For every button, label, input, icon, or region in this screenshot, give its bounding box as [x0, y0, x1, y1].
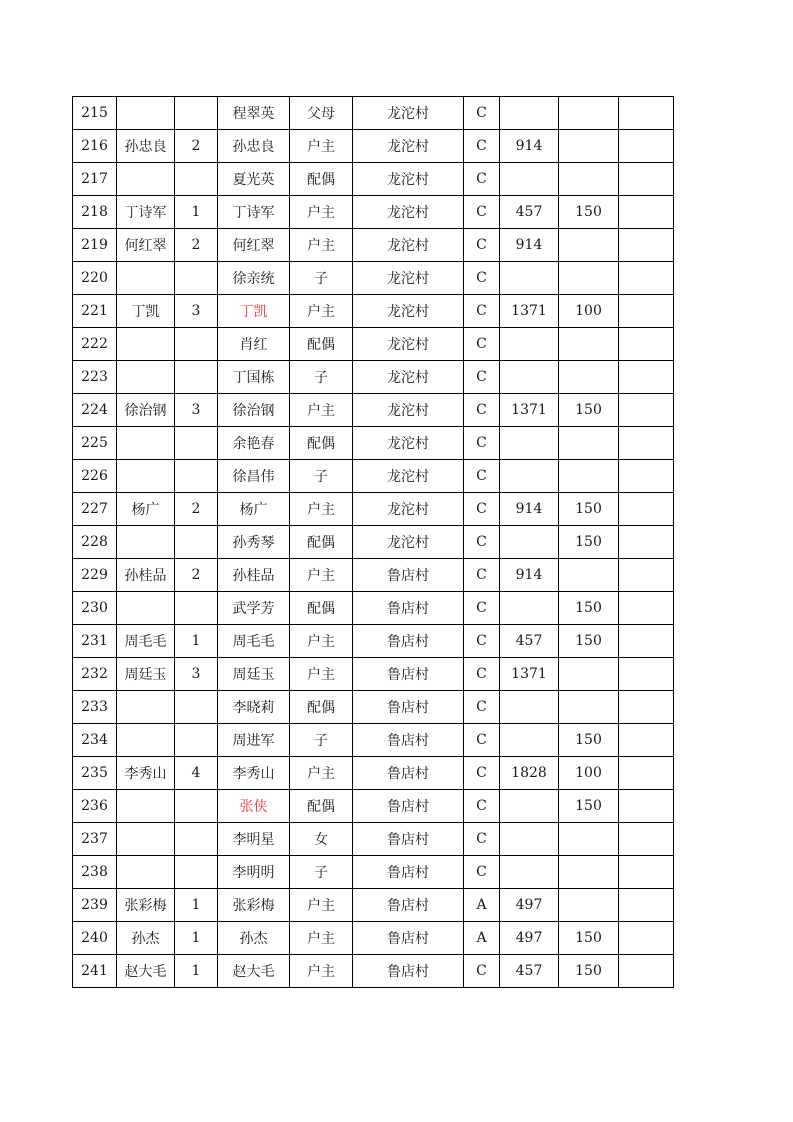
household-head-cell: 李秀山	[117, 757, 175, 790]
row-number-cell: 232	[73, 658, 117, 691]
household-head-cell	[117, 262, 175, 295]
amount-cell: 457	[500, 625, 559, 658]
table-body	[73, 97, 674, 988]
village-cell: 龙沱村	[353, 427, 464, 460]
table-row	[73, 460, 674, 493]
household-head-cell	[117, 328, 175, 361]
table-row	[73, 691, 674, 724]
relation-cell: 户主	[290, 625, 353, 658]
household-size-cell	[175, 856, 218, 889]
member-name-cell: 何红翠	[218, 229, 290, 262]
extra-cell	[619, 163, 674, 196]
household-head-cell	[117, 163, 175, 196]
member-name-cell: 武学芳	[218, 592, 290, 625]
village-cell: 鲁店村	[353, 922, 464, 955]
member-name-cell: 李晓莉	[218, 691, 290, 724]
table-row	[73, 493, 674, 526]
subsidy-cell	[559, 97, 619, 130]
extra-cell	[619, 493, 674, 526]
village-cell: 龙沱村	[353, 361, 464, 394]
member-name-cell: 杨广	[218, 493, 290, 526]
member-name-cell: 徐治钢	[218, 394, 290, 427]
relation-cell: 户主	[290, 955, 353, 988]
household-size-cell	[175, 328, 218, 361]
village-cell: 鲁店村	[353, 559, 464, 592]
subsidy-cell	[559, 163, 619, 196]
relation-cell: 子	[290, 856, 353, 889]
subsidy-cell	[559, 262, 619, 295]
table-row	[73, 361, 674, 394]
grade-cell: C	[464, 658, 500, 691]
grade-cell: C	[464, 625, 500, 658]
subsidy-cell	[559, 691, 619, 724]
village-cell: 鲁店村	[353, 592, 464, 625]
member-name-cell: 徐亲统	[218, 262, 290, 295]
household-size-cell	[175, 790, 218, 823]
household-size-cell: 2	[175, 493, 218, 526]
household-size-cell	[175, 97, 218, 130]
village-cell: 龙沱村	[353, 196, 464, 229]
row-number-cell: 235	[73, 757, 117, 790]
subsidy-cell	[559, 460, 619, 493]
extra-cell	[619, 889, 674, 922]
member-name-cell: 孙秀琴	[218, 526, 290, 559]
row-number-cell: 216	[73, 130, 117, 163]
grade-cell: C	[464, 493, 500, 526]
household-size-cell: 2	[175, 229, 218, 262]
table-row	[73, 922, 674, 955]
village-cell: 龙沱村	[353, 394, 464, 427]
household-head-cell	[117, 460, 175, 493]
member-name-cell: 孙桂品	[218, 559, 290, 592]
row-number-cell: 240	[73, 922, 117, 955]
grade-cell: C	[464, 790, 500, 823]
row-number-cell: 227	[73, 493, 117, 526]
row-number-cell: 220	[73, 262, 117, 295]
table-row	[73, 955, 674, 988]
row-number-cell: 219	[73, 229, 117, 262]
village-cell: 龙沱村	[353, 130, 464, 163]
extra-cell	[619, 196, 674, 229]
extra-cell	[619, 130, 674, 163]
amount-cell	[500, 361, 559, 394]
subsidy-cell: 150	[559, 394, 619, 427]
member-name-cell: 徐昌伟	[218, 460, 290, 493]
extra-cell	[619, 97, 674, 130]
household-head-cell	[117, 427, 175, 460]
grade-cell: C	[464, 130, 500, 163]
row-number-cell: 224	[73, 394, 117, 427]
relation-cell: 子	[290, 460, 353, 493]
household-size-cell	[175, 691, 218, 724]
household-head-cell	[117, 856, 175, 889]
relation-cell: 子	[290, 361, 353, 394]
amount-cell	[500, 724, 559, 757]
relation-cell: 户主	[290, 394, 353, 427]
subsidy-cell: 150	[559, 493, 619, 526]
extra-cell	[619, 922, 674, 955]
grade-cell: C	[464, 196, 500, 229]
table-row	[73, 889, 674, 922]
table-row	[73, 658, 674, 691]
household-head-cell: 丁诗军	[117, 196, 175, 229]
amount-cell: 914	[500, 229, 559, 262]
subsidy-cell: 100	[559, 295, 619, 328]
relation-cell: 户主	[290, 559, 353, 592]
table-row	[73, 97, 674, 130]
row-number-cell: 238	[73, 856, 117, 889]
household-size-cell	[175, 460, 218, 493]
row-number-cell: 223	[73, 361, 117, 394]
extra-cell	[619, 625, 674, 658]
relation-cell: 户主	[290, 922, 353, 955]
household-size-cell: 3	[175, 295, 218, 328]
household-size-cell: 1	[175, 889, 218, 922]
relation-cell: 户主	[290, 757, 353, 790]
household-size-cell	[175, 724, 218, 757]
village-cell: 鲁店村	[353, 757, 464, 790]
village-cell: 龙沱村	[353, 262, 464, 295]
extra-cell	[619, 229, 674, 262]
relation-cell: 户主	[290, 196, 353, 229]
village-cell: 鲁店村	[353, 823, 464, 856]
data-table	[72, 96, 674, 988]
member-name-cell: 夏光英	[218, 163, 290, 196]
row-number-cell: 215	[73, 97, 117, 130]
relation-cell: 户主	[290, 130, 353, 163]
row-number-cell: 225	[73, 427, 117, 460]
household-size-cell	[175, 823, 218, 856]
table-row	[73, 328, 674, 361]
subsidy-cell: 150	[559, 922, 619, 955]
household-head-cell: 周廷玉	[117, 658, 175, 691]
extra-cell	[619, 526, 674, 559]
household-head-cell	[117, 691, 175, 724]
village-cell: 龙沱村	[353, 163, 464, 196]
amount-cell: 457	[500, 955, 559, 988]
amount-cell: 914	[500, 130, 559, 163]
village-cell: 鲁店村	[353, 889, 464, 922]
amount-cell: 497	[500, 922, 559, 955]
household-size-cell: 3	[175, 658, 218, 691]
table-row	[73, 724, 674, 757]
row-number-cell: 221	[73, 295, 117, 328]
village-cell: 鲁店村	[353, 856, 464, 889]
household-head-cell: 赵大毛	[117, 955, 175, 988]
relation-cell: 子	[290, 724, 353, 757]
subsidy-cell: 150	[559, 955, 619, 988]
village-cell: 鲁店村	[353, 691, 464, 724]
grade-cell: C	[464, 97, 500, 130]
grade-cell: C	[464, 394, 500, 427]
household-head-cell	[117, 361, 175, 394]
grade-cell: C	[464, 823, 500, 856]
village-cell: 龙沱村	[353, 97, 464, 130]
row-number-cell: 233	[73, 691, 117, 724]
amount-cell: 914	[500, 559, 559, 592]
household-head-cell: 孙忠良	[117, 130, 175, 163]
household-size-cell	[175, 163, 218, 196]
grade-cell: C	[464, 262, 500, 295]
member-name-cell: 张彩梅	[218, 889, 290, 922]
extra-cell	[619, 658, 674, 691]
subsidy-cell	[559, 361, 619, 394]
table-row	[73, 427, 674, 460]
extra-cell	[619, 790, 674, 823]
row-number-cell: 237	[73, 823, 117, 856]
amount-cell: 1371	[500, 658, 559, 691]
grade-cell: C	[464, 592, 500, 625]
row-number-cell: 229	[73, 559, 117, 592]
extra-cell	[619, 955, 674, 988]
extra-cell	[619, 856, 674, 889]
relation-cell: 配偶	[290, 691, 353, 724]
amount-cell: 1371	[500, 295, 559, 328]
member-name-cell: 丁凯	[218, 295, 290, 328]
village-cell: 鲁店村	[353, 625, 464, 658]
extra-cell	[619, 823, 674, 856]
household-head-cell: 丁凯	[117, 295, 175, 328]
amount-cell	[500, 526, 559, 559]
household-size-cell: 2	[175, 559, 218, 592]
subsidy-cell	[559, 856, 619, 889]
household-head-cell: 杨广	[117, 493, 175, 526]
relation-cell: 配偶	[290, 790, 353, 823]
member-name-cell: 赵大毛	[218, 955, 290, 988]
amount-cell	[500, 328, 559, 361]
amount-cell	[500, 823, 559, 856]
member-name-cell: 孙忠良	[218, 130, 290, 163]
row-number-cell: 230	[73, 592, 117, 625]
amount-cell: 1828	[500, 757, 559, 790]
row-number-cell: 228	[73, 526, 117, 559]
household-head-cell: 周毛毛	[117, 625, 175, 658]
household-size-cell: 4	[175, 757, 218, 790]
subsidy-cell	[559, 889, 619, 922]
grade-cell: C	[464, 460, 500, 493]
amount-cell: 1371	[500, 394, 559, 427]
row-number-cell: 226	[73, 460, 117, 493]
table-row	[73, 526, 674, 559]
village-cell: 鲁店村	[353, 658, 464, 691]
household-head-cell	[117, 526, 175, 559]
grade-cell: C	[464, 526, 500, 559]
grade-cell: C	[464, 724, 500, 757]
member-name-cell: 肖红	[218, 328, 290, 361]
household-size-cell: 1	[175, 625, 218, 658]
relation-cell: 户主	[290, 658, 353, 691]
amount-cell	[500, 97, 559, 130]
grade-cell: A	[464, 889, 500, 922]
amount-cell: 497	[500, 889, 559, 922]
grade-cell: C	[464, 361, 500, 394]
amount-cell	[500, 592, 559, 625]
village-cell: 龙沱村	[353, 526, 464, 559]
table-row	[73, 592, 674, 625]
village-cell: 鲁店村	[353, 790, 464, 823]
member-name-cell: 张侠	[218, 790, 290, 823]
row-number-cell: 239	[73, 889, 117, 922]
amount-cell	[500, 262, 559, 295]
subsidy-cell: 150	[559, 592, 619, 625]
amount-cell	[500, 691, 559, 724]
subsidy-cell	[559, 229, 619, 262]
extra-cell	[619, 724, 674, 757]
village-cell: 龙沱村	[353, 493, 464, 526]
amount-cell	[500, 460, 559, 493]
subsidy-cell: 150	[559, 790, 619, 823]
household-size-cell	[175, 592, 218, 625]
subsidy-cell: 150	[559, 625, 619, 658]
household-head-cell: 张彩梅	[117, 889, 175, 922]
household-head-cell	[117, 724, 175, 757]
extra-cell	[619, 262, 674, 295]
relation-cell: 户主	[290, 889, 353, 922]
member-name-cell: 周廷玉	[218, 658, 290, 691]
relation-cell: 配偶	[290, 163, 353, 196]
subsidy-cell	[559, 658, 619, 691]
grade-cell: C	[464, 163, 500, 196]
household-head-cell	[117, 790, 175, 823]
household-size-cell	[175, 262, 218, 295]
amount-cell	[500, 427, 559, 460]
relation-cell: 配偶	[290, 592, 353, 625]
village-cell: 龙沱村	[353, 295, 464, 328]
member-name-cell: 李明星	[218, 823, 290, 856]
grade-cell: C	[464, 955, 500, 988]
household-size-cell	[175, 427, 218, 460]
village-cell: 鲁店村	[353, 955, 464, 988]
relation-cell: 女	[290, 823, 353, 856]
extra-cell	[619, 361, 674, 394]
member-name-cell: 程翠英	[218, 97, 290, 130]
table-row	[73, 559, 674, 592]
table-row	[73, 229, 674, 262]
table-row	[73, 130, 674, 163]
table-row	[73, 625, 674, 658]
grade-cell: C	[464, 328, 500, 361]
household-head-cell: 徐治钢	[117, 394, 175, 427]
extra-cell	[619, 427, 674, 460]
extra-cell	[619, 691, 674, 724]
household-head-cell: 孙杰	[117, 922, 175, 955]
member-name-cell: 周毛毛	[218, 625, 290, 658]
extra-cell	[619, 295, 674, 328]
relation-cell: 父母	[290, 97, 353, 130]
extra-cell	[619, 328, 674, 361]
table-row	[73, 757, 674, 790]
grade-cell: C	[464, 856, 500, 889]
grade-cell: C	[464, 691, 500, 724]
table-row	[73, 262, 674, 295]
village-cell: 龙沱村	[353, 460, 464, 493]
extra-cell	[619, 460, 674, 493]
amount-cell: 914	[500, 493, 559, 526]
grade-cell: C	[464, 559, 500, 592]
grade-cell: A	[464, 922, 500, 955]
row-number-cell: 217	[73, 163, 117, 196]
member-name-cell: 李秀山	[218, 757, 290, 790]
relation-cell: 户主	[290, 295, 353, 328]
extra-cell	[619, 394, 674, 427]
row-number-cell: 218	[73, 196, 117, 229]
relation-cell: 配偶	[290, 427, 353, 460]
grade-cell: C	[464, 295, 500, 328]
amount-cell	[500, 163, 559, 196]
amount-cell	[500, 856, 559, 889]
household-size-cell: 2	[175, 130, 218, 163]
subsidy-cell	[559, 559, 619, 592]
household-head-cell	[117, 97, 175, 130]
row-number-cell: 236	[73, 790, 117, 823]
village-cell: 龙沱村	[353, 328, 464, 361]
table-row	[73, 163, 674, 196]
household-size-cell	[175, 361, 218, 394]
table-row	[73, 856, 674, 889]
subsidy-cell: 150	[559, 526, 619, 559]
extra-cell	[619, 757, 674, 790]
household-size-cell	[175, 526, 218, 559]
amount-cell	[500, 790, 559, 823]
subsidy-cell: 150	[559, 724, 619, 757]
subsidy-cell: 150	[559, 196, 619, 229]
relation-cell: 配偶	[290, 328, 353, 361]
table-row	[73, 790, 674, 823]
row-number-cell: 241	[73, 955, 117, 988]
household-head-cell	[117, 823, 175, 856]
member-name-cell: 丁国栋	[218, 361, 290, 394]
relation-cell: 户主	[290, 229, 353, 262]
subsidy-cell	[559, 130, 619, 163]
row-number-cell: 222	[73, 328, 117, 361]
subsidy-cell	[559, 823, 619, 856]
amount-cell: 457	[500, 196, 559, 229]
household-size-cell: 1	[175, 955, 218, 988]
household-size-cell: 1	[175, 922, 218, 955]
household-head-cell	[117, 592, 175, 625]
row-number-cell: 234	[73, 724, 117, 757]
grade-cell: C	[464, 229, 500, 262]
village-cell: 鲁店村	[353, 724, 464, 757]
extra-cell	[619, 559, 674, 592]
extra-cell	[619, 592, 674, 625]
subsidy-cell: 100	[559, 757, 619, 790]
member-name-cell: 周进军	[218, 724, 290, 757]
subsidy-cell	[559, 328, 619, 361]
subsidy-cell	[559, 427, 619, 460]
row-number-cell: 231	[73, 625, 117, 658]
table-row	[73, 394, 674, 427]
grade-cell: C	[464, 757, 500, 790]
member-name-cell: 李明明	[218, 856, 290, 889]
relation-cell: 配偶	[290, 526, 353, 559]
table-row	[73, 823, 674, 856]
village-cell: 龙沱村	[353, 229, 464, 262]
relation-cell: 子	[290, 262, 353, 295]
table-row	[73, 196, 674, 229]
household-head-cell: 何红翠	[117, 229, 175, 262]
household-head-cell: 孙桂品	[117, 559, 175, 592]
relation-cell: 户主	[290, 493, 353, 526]
household-size-cell: 3	[175, 394, 218, 427]
grade-cell: C	[464, 427, 500, 460]
household-size-cell: 1	[175, 196, 218, 229]
member-name-cell: 余艳春	[218, 427, 290, 460]
member-name-cell: 孙杰	[218, 922, 290, 955]
member-name-cell: 丁诗军	[218, 196, 290, 229]
table-row	[73, 295, 674, 328]
